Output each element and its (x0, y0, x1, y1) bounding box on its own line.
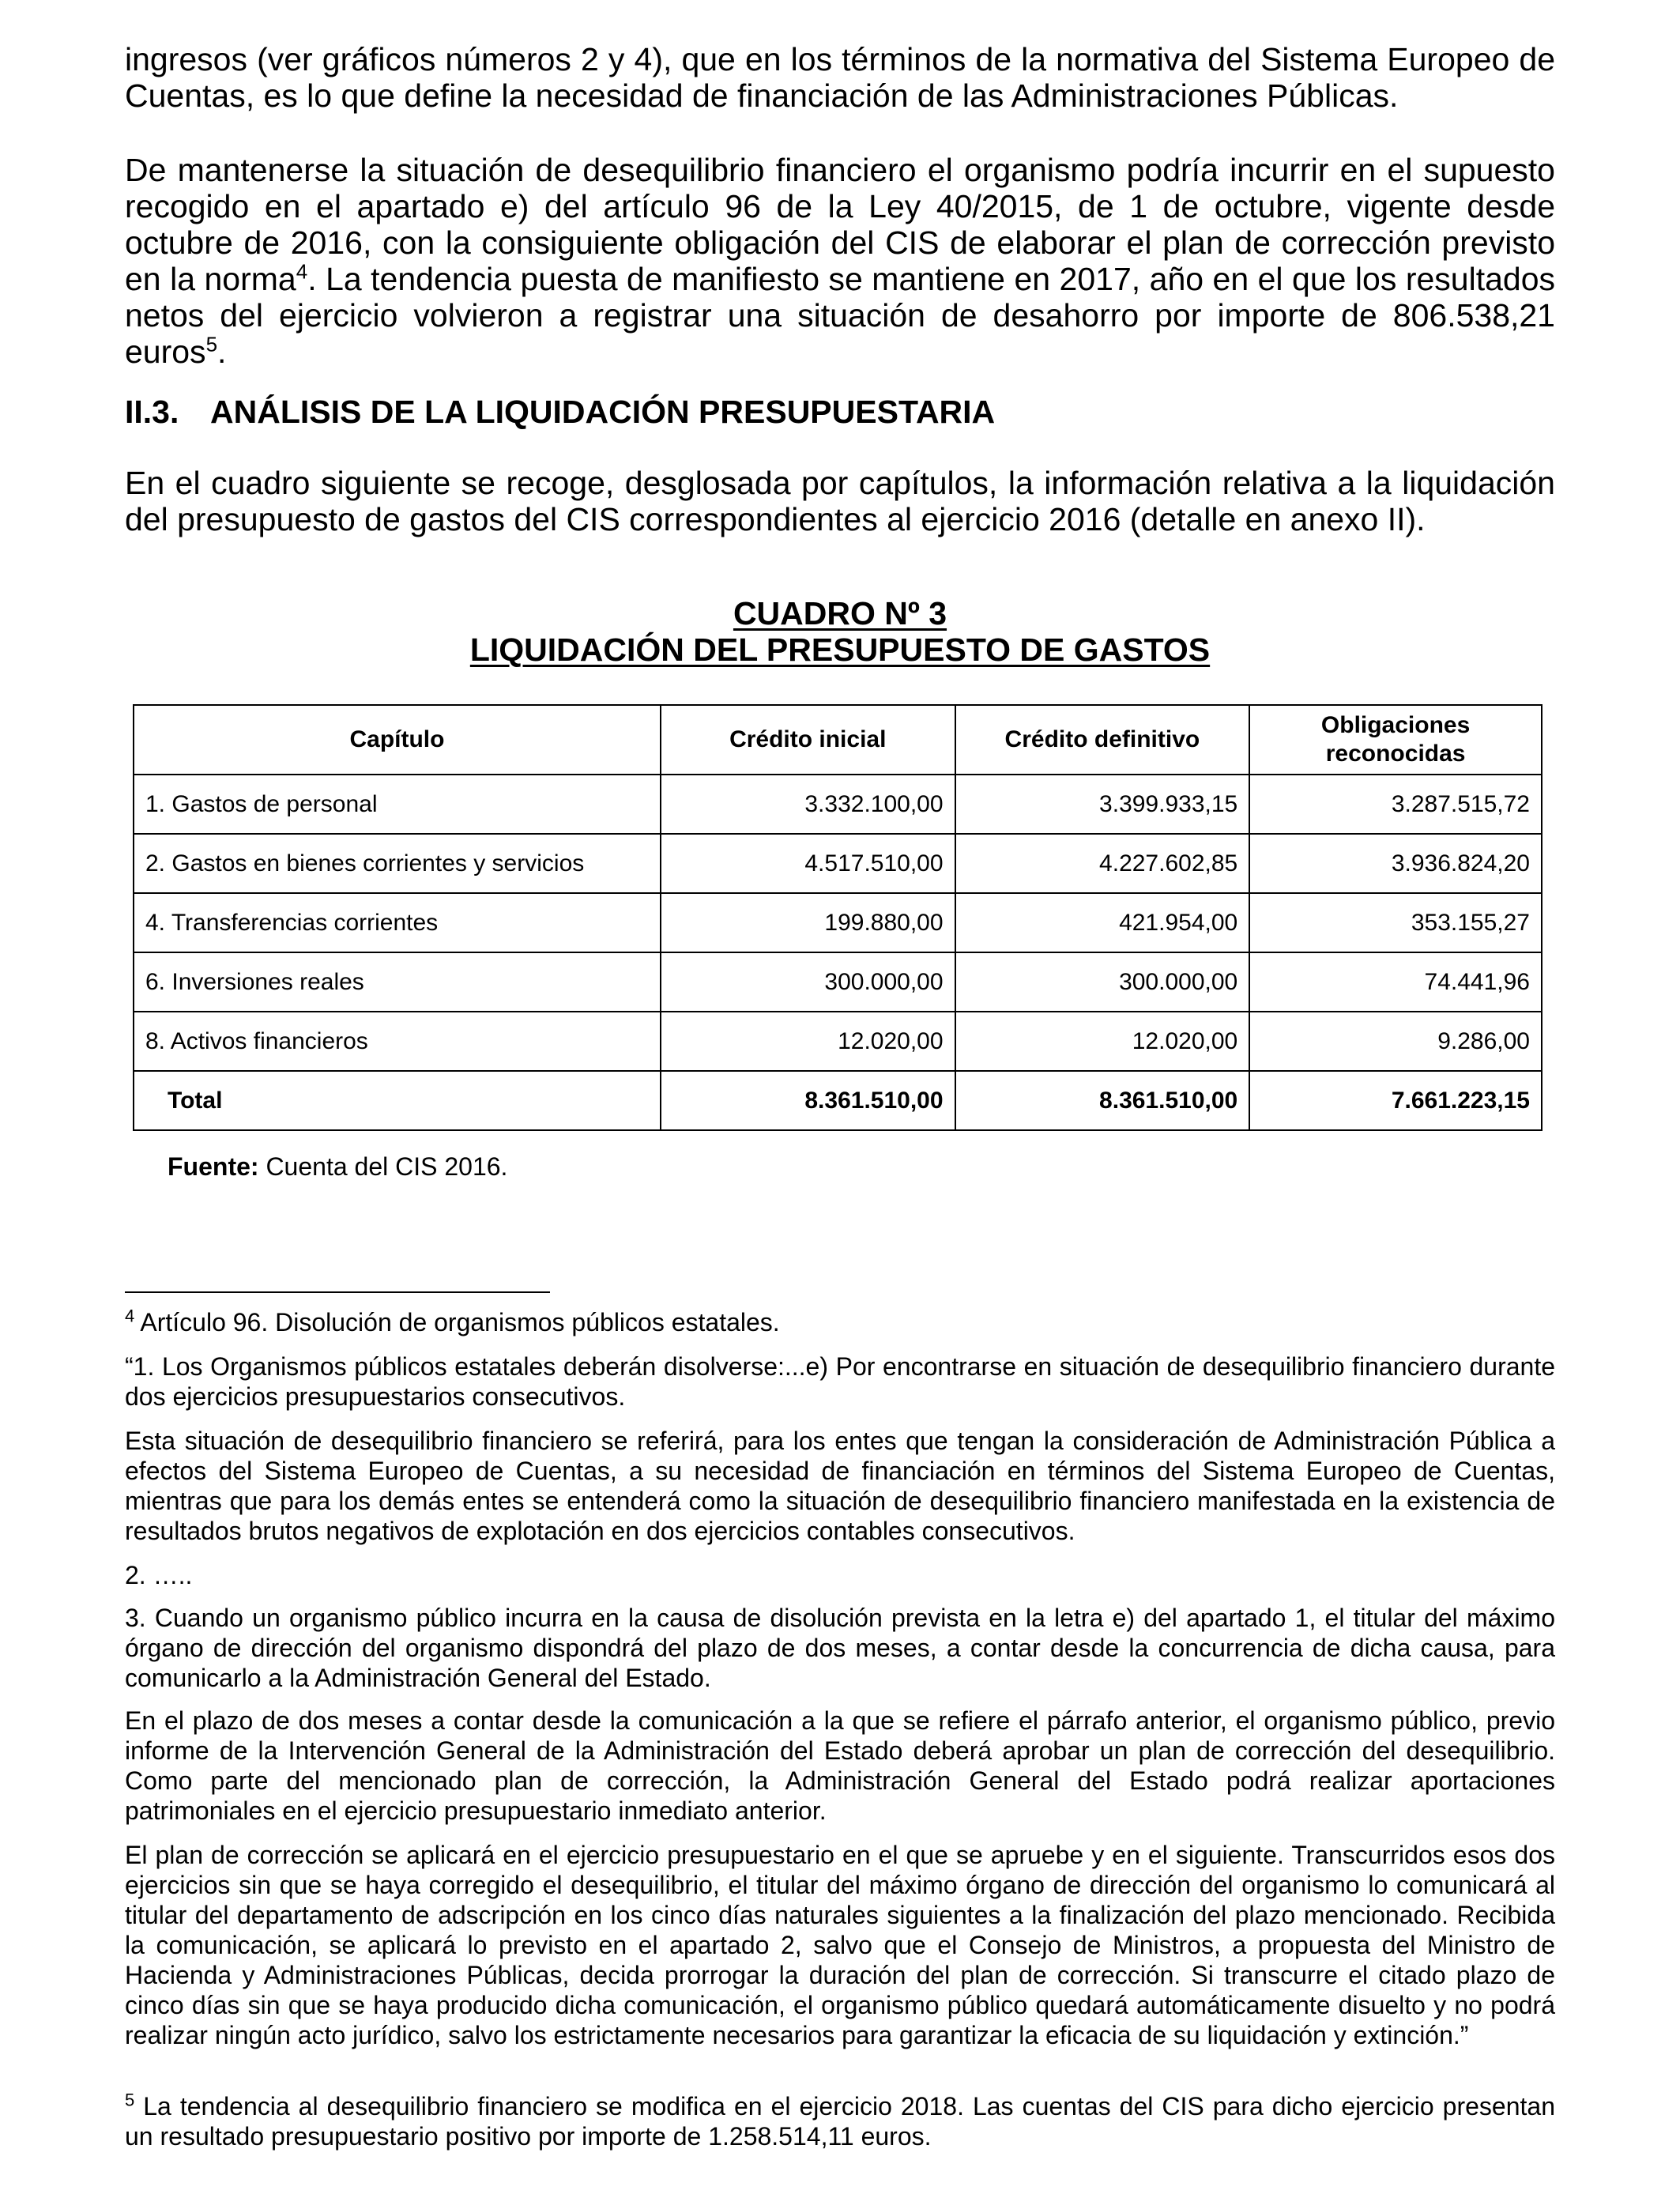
footnote-mark-5: 5 (125, 2090, 135, 2110)
table-cell: 353.155,27 (1249, 893, 1542, 952)
paragraph-cuadro-intro: En el cuadro siguiente se recoge, desglosada por capítulos, la información relativa a la liquidación del presupuesto de gastos del CIS correspondientes al ejercicio 2016 (detalle en anexo II). (125, 465, 1555, 537)
footnote-text: Artículo 96. Disolución de organismos públicos estatales. (134, 1308, 780, 1336)
table-cell: 300.000,00 (661, 952, 955, 1012)
footnote-4-paragraph: En el plazo de dos meses a contar desde la comunicación a la que se refiere el párrafo anterior, el organismo público, previo informe de la Intervención General de la Administración del Estado deberá aprobar un plan de corrección del desequilibrio. Como parte del mencionado plan de corrección, la Administración General del Estado podrá realizar aportaciones patrimoniales en el ejercicio presupuestario inmediato anterior. (125, 1706, 1555, 1825)
table-cell: 421.954,00 (955, 893, 1250, 952)
table-cell: 12.020,00 (955, 1012, 1250, 1071)
table-cell: 3.332.100,00 (661, 775, 955, 834)
table-cell: 2. Gastos en bienes corrientes y servicios (134, 834, 661, 893)
table-row (134, 775, 1542, 834)
table-cell: 8. Activos financieros (134, 1012, 661, 1071)
table-cell: 8.361.510,00 (661, 1071, 955, 1130)
table-cell: 6. Inversiones reales (134, 952, 661, 1012)
table-row (134, 834, 1542, 893)
table-cell: 4.517.510,00 (661, 834, 955, 893)
table-cell: 300.000,00 (955, 952, 1250, 1012)
footnote-4-paragraph: Esta situación de desequilibrio financiero se referirá, para los entes que tengan la consideración de Administración Pública a efectos del Sistema Europeo de Cuentas, a su necesidad de financiación en términos del Sistema Europeo de Cuentas, mientras que para los demás entes se entenderá como la situación de desequilibrio financiero manifestada en la existencia de resultados brutos negativos de explotación en dos ejercicios contables consecutivos. (125, 1427, 1555, 1545)
paragraph-text: De mantenerse la situación de desequilibrio financiero el organismo podría incurrir en el supuesto recogido en el apartado e) del artículo 96 de la Ley 40/2015, de 1 de octubre, vigente desde octubre de 2016, con la consiguiente obligación del CIS de elaborar el plan de corrección previsto en la norma (125, 152, 1555, 297)
footnote-5 (125, 2091, 1555, 2151)
table-cell: 74.441,96 (1249, 952, 1542, 1012)
table-row (134, 952, 1542, 1012)
section-title: ANÁLISIS DE LA LIQUIDACIÓN PRESUPUESTARIA (210, 394, 996, 430)
source-label: Fuente: (168, 1152, 259, 1181)
table-cell: 3.287.515,72 (1249, 775, 1542, 834)
table-cell: 3.399.933,15 (955, 775, 1250, 834)
footnote-ref-5[interactable]: 5 (205, 332, 218, 356)
source-text: Cuenta del CIS 2016. (258, 1152, 508, 1181)
footnote-4-paragraph: “1. Los Organismos públicos estatales deberán disolverse:...e) Por encontrarse en situación de desequilibrio financiero durante dos ejercicios presupuestarios consecutivos. (125, 1352, 1555, 1411)
footnote-text: La tendencia al desequilibrio financiero se modifica en el ejercicio 2018. Las cuentas del CIS para dicho ejercicio presentan un resultado presupuestario positivo por importe de 1.258.514,11 euros. (125, 2092, 1555, 2151)
table-cell: 4. Transferencias corrientes (134, 893, 661, 952)
footnote-ref-4[interactable]: 4 (296, 259, 308, 284)
table-caption-title: LIQUIDACIÓN DEL PRESUPUESTO DE GASTOS (469, 631, 1211, 668)
section-heading (125, 394, 995, 430)
table-cell: 4.227.602,85 (955, 834, 1250, 893)
column-header: Capítulo (134, 705, 661, 775)
footnote-4-title (125, 1307, 1555, 1337)
table-source (168, 1151, 507, 1182)
table-cell: 1. Gastos de personal (134, 775, 661, 834)
footnote-4-paragraph: 3. Cuando un organismo público incurra en la causa de disolución prevista en la letra e) del apartado 1, el titular del máximo órgano de dirección del organismo dispondrá del plazo de dos meses, a contar desde la concurrencia de dicha causa, para comunicarlo a la Administración General del Estado. (125, 1604, 1555, 1692)
table-row (134, 1012, 1542, 1071)
footnote-4-paragraph: 2. ….. (125, 1561, 193, 1589)
paragraph-text: . (217, 334, 227, 370)
budget-table (133, 704, 1543, 1131)
paragraph-intro: ingresos (ver gráficos números 2 y 4), que en los términos de la normativa del Sistema Europeo de Cuentas, es lo que define la necesidad de financiación de las Administraciones Públicas. (125, 41, 1555, 114)
table-cell: 3.936.824,20 (1249, 834, 1542, 893)
footnote-separator (125, 1291, 550, 1293)
footnote-mark-4: 4 (125, 1306, 135, 1326)
paragraph-desequilibrio (125, 152, 1555, 370)
column-header: Obligaciones reconocidas (1249, 705, 1542, 775)
column-header: Crédito inicial (661, 705, 955, 775)
paragraph-text: . La tendencia puesta de manifiesto se mantiene en 2017, año en el que los resultados netos del ejercicio volvieron a registrar una situación de desahorro por importe de 806.538,21 euros (125, 261, 1555, 370)
table-cell: 199.880,00 (661, 893, 955, 952)
table-header-row (134, 705, 1542, 775)
table-cell: 7.661.223,15 (1249, 1071, 1542, 1130)
column-header: Crédito definitivo (955, 705, 1250, 775)
table-cell: Total (134, 1071, 661, 1130)
footnote-4-paragraph: El plan de corrección se aplicará en el ejercicio presupuestario en el que se apruebe y en el siguiente. Transcurridos esos dos ejercicios sin que se haya corregido el desequilibrio, el titular del máximo órgano de dirección del organismo lo comunicará al titular del departamento de adscripción en los cinco días naturales siguientes a la finalización del plazo mencionado. Recibida la comunicación, se aplicará lo previsto en el apartado 2, salvo que el Consejo de Ministros, a propuesta del Ministro de Hacienda y Administraciones Públicas, decida prorrogar la duración del plan de corrección. Si transcurre el citado plazo de cinco días sin que se haya producido dicha comunicación, el organismo público quedará automáticamente disuelto y no podrá realizar ningún acto jurídico, salvo los estrictamente necesarios para garantizar la eficacia de su liquidación y extinción.” (125, 1841, 1555, 2049)
table-cell: 9.286,00 (1249, 1012, 1542, 1071)
table-cell: 12.020,00 (661, 1012, 955, 1071)
table-caption-number: CUADRO Nº 3 (733, 595, 947, 631)
table-total-row (134, 1071, 1542, 1130)
table-cell: 8.361.510,00 (955, 1071, 1250, 1130)
section-number: II.3. (125, 394, 179, 430)
table-row (134, 893, 1542, 952)
